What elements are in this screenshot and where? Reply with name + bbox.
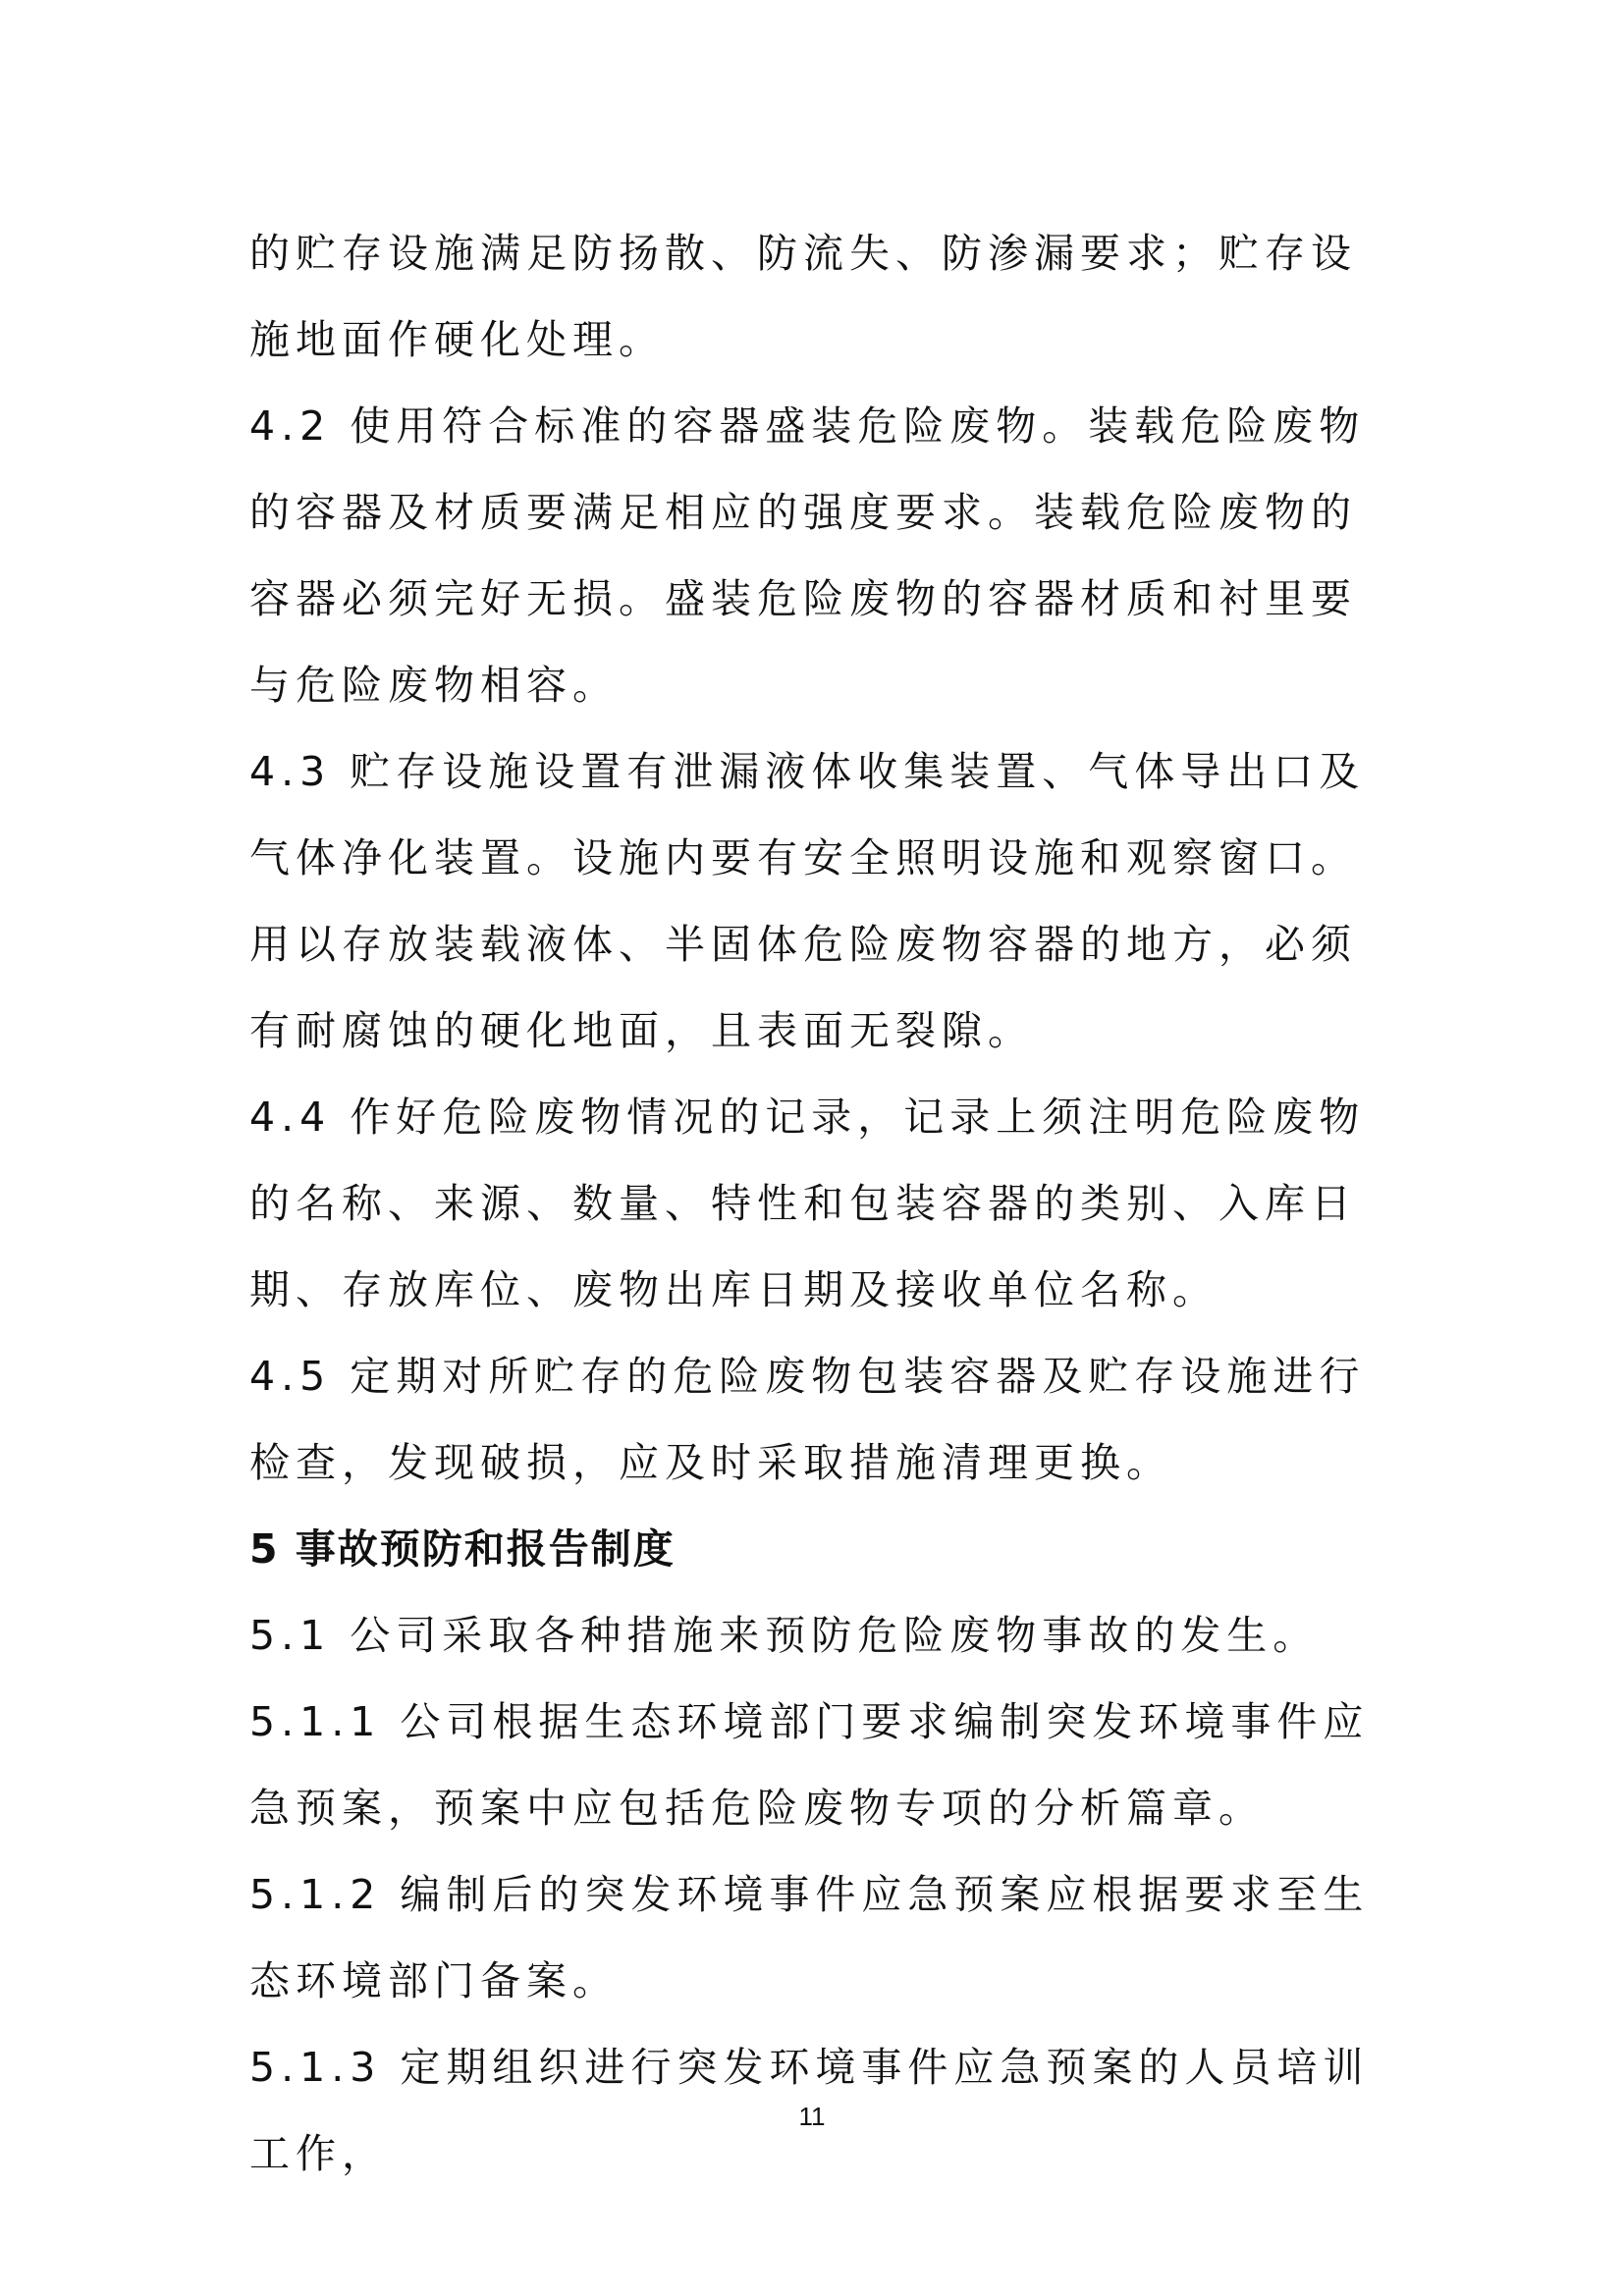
section-heading-5: 5 事故预防和报告制度 xyxy=(249,1525,676,1573)
paragraph-5-1-3: 5.1.3 定期组织进行突发环境事件应急预案的人员培训工作， xyxy=(249,2044,1370,2177)
page-content xyxy=(249,210,1388,2197)
paragraph-4-3: 4.3 贮存设施设置有泄漏液体收集装置、气体导出口及气体净化装置。设施内要有安全照明设施和观察窗口。用以存放装载液体、半固体危险废物容器的地方，必须有耐腐蚀的硬化地面，且表面无裂隙。 xyxy=(249,748,1366,1054)
paragraph-4-4: 4.4 作好危险废物情况的记录，记录上须注明危险废物的名称、来源、数量、特性和包装容器的类别、入库日期、存放库位、废物出库日期及接收单位名称。 xyxy=(249,1094,1366,1313)
paragraph-5-1-1: 5.1.1 公司根据生态环境部门要求编制突发环境事件应急预案，预案中应包括危险废物专项的分析篇章。 xyxy=(249,1698,1370,1832)
paragraph-5-1: 5.1 公司采取各种措施来预防危险废物事故的发生。 xyxy=(249,1612,1320,1659)
paragraph-4-5: 4.5 定期对所贮存的危险废物包装容器及贮存设施进行检查，发现破损，应及时采取措施清理更换。 xyxy=(249,1353,1366,1486)
paragraph-storage-facility-continued: 的贮存设施满足防扬散、防流失、防渗漏要求；贮存设施地面作硬化处理。 xyxy=(249,230,1357,363)
page-number: 11 xyxy=(798,2102,826,2131)
paragraph-5-1-2: 5.1.2 编制后的突发环境事件应急预案应根据要求至生态环境部门备案。 xyxy=(249,1871,1370,2004)
paragraph-4-2: 4.2 使用符合标准的容器盛装危险废物。装载危险废物的容器及材质要满足相应的强度要求。装载危险废物的容器必须完好无损。盛装危险废物的容器材质和衬里要与危险废物相容。 xyxy=(249,402,1366,709)
